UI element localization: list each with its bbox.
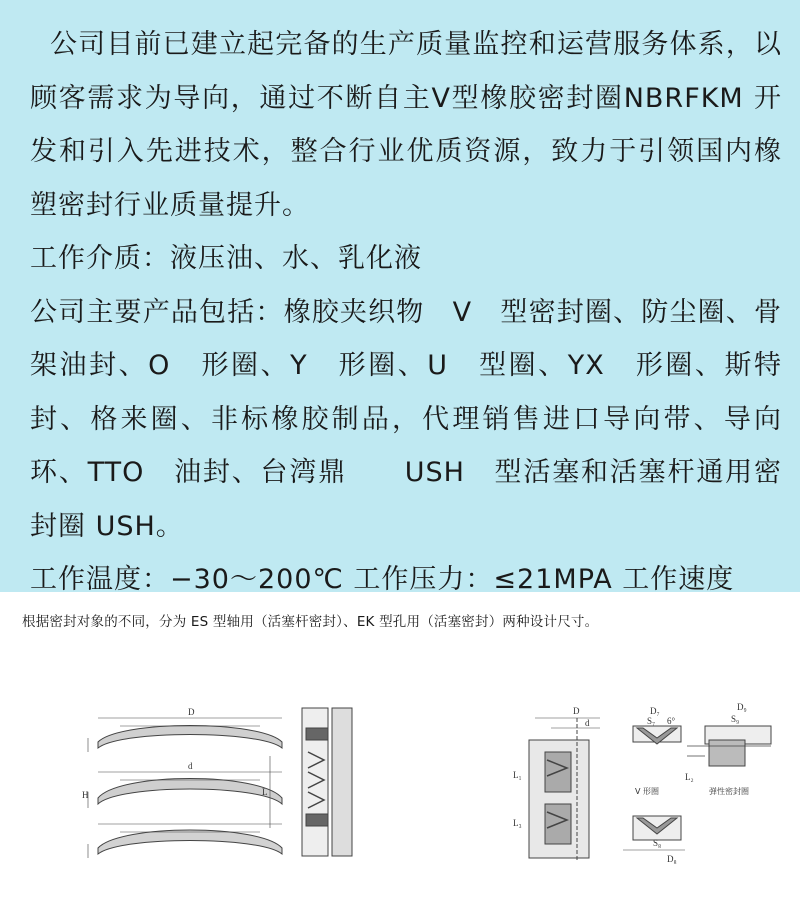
ring-profile-drawing: [80, 700, 380, 870]
working-conditions-line: 工作温度：−30～200℃ 工作压力：≤21MPA 工作速度: [30, 564, 735, 595]
elastic-seal-caption: 弹性密封圈: [709, 787, 749, 796]
seal-detail-svg: [505, 700, 780, 870]
right-label-D9: D₉: [737, 702, 747, 712]
company-intro-paragraph: 公司目前已建立起完备的生产质量监控和运营服务体系，以顾客需求为导向，通过不断自主V型橡胶密封圈NBRFKM 开发和引入先进技术，整合行业优质资源，致力于引领国内橡塑密封行业质量提升。: [30, 29, 782, 221]
right-label-D: D: [573, 706, 580, 716]
right-label-D7: D₇: [650, 706, 660, 716]
v-ring-caption: V 形圈: [635, 787, 660, 796]
right-label-S9: S₉: [731, 714, 740, 724]
right-label-D8: D₈: [667, 854, 677, 864]
right-label-angle: 6°: [667, 716, 676, 726]
right-label-d: d: [585, 718, 590, 728]
right-label-L2: L₂: [685, 772, 694, 782]
right-label-S7: S₇: [647, 716, 656, 726]
left-label-D: D: [188, 707, 195, 717]
working-medium-line: 工作介质：液压油、水、乳化液: [30, 243, 422, 274]
design-caption: 根据密封对象的不同，分为 ES 型轴用（活塞杆密封）、EK 型孔用（活塞密封）两种设计尺寸。: [22, 614, 599, 630]
main-products-paragraph: 公司主要产品包括：橡胶夹织物 V 型密封圈、防尘圈、骨架油封、O 形圈、Y 形圈、U 型圈、YX 形圈、斯特封、格来圈、非标橡胶制品，代理销售进口导向带、导向环、TTO 油封、台湾鼎 USH 型活塞和活塞杆通用密封圈 USH。: [30, 296, 782, 542]
left-label-H: H: [82, 790, 89, 800]
right-label-L1: L₁: [513, 770, 522, 780]
ring-profile-svg: [80, 700, 380, 870]
right-label-S8: S₈: [653, 838, 662, 848]
seal-detail-drawing: [505, 700, 780, 870]
left-label-L: L: [262, 787, 268, 797]
right-label-L3: L₃: [513, 818, 522, 828]
left-label-d: d: [188, 761, 193, 771]
